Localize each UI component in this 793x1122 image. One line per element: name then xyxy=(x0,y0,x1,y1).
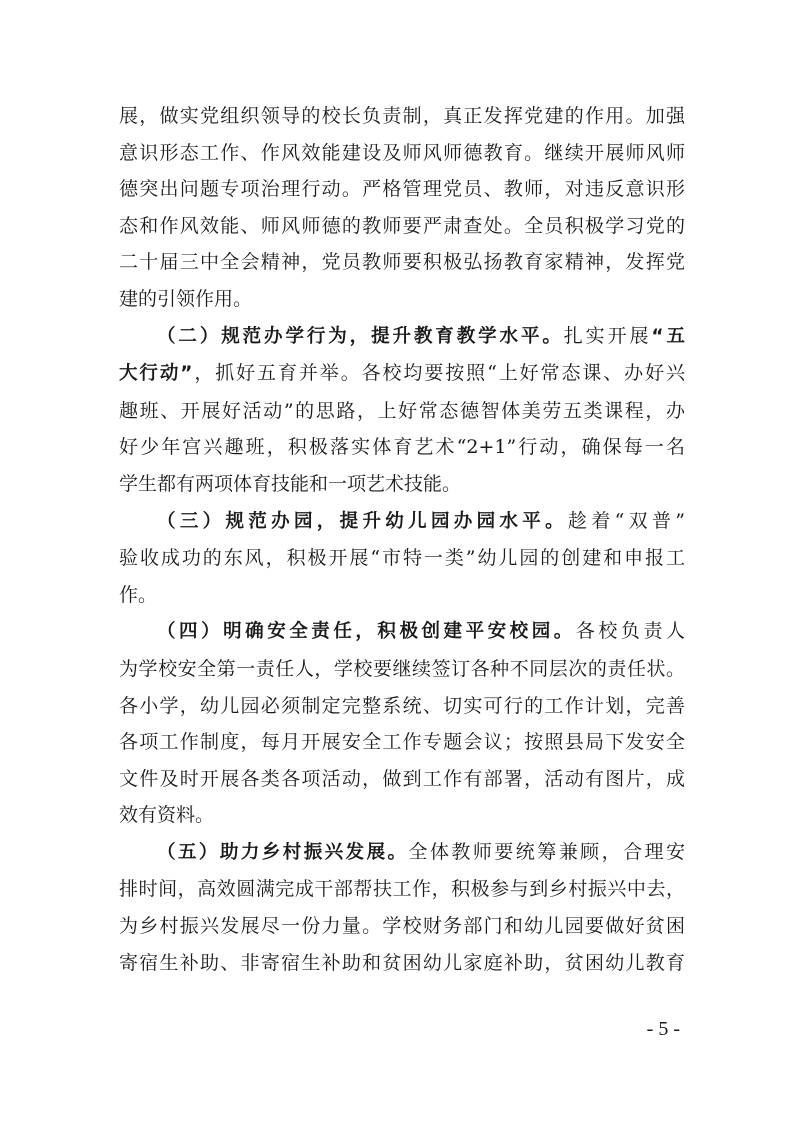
text-run: 趁着“双普” xyxy=(567,509,685,532)
text-run: 各校负责人 xyxy=(575,620,685,643)
paragraph-4 xyxy=(119,613,685,834)
paragraph-1 xyxy=(119,98,685,318)
text-run: ，抓好五育并举。各校均要按照“上好常态课、办好兴 xyxy=(192,362,685,385)
text-line: 学生都有两项体育技能和一项艺术技能。 xyxy=(119,472,462,495)
section-heading: （三）规范办园，提升幼儿园办园水平。 xyxy=(157,510,568,532)
page-number: - 5 - xyxy=(646,1018,680,1040)
text-line: 建的引领作用。 xyxy=(119,287,253,310)
text-run: 全体教师要统筹兼顾，合理安 xyxy=(408,840,685,863)
text-line: 验收成功的东风，积极开展“市特一类”幼儿园的创建和申报工 xyxy=(119,547,685,570)
paragraph-3 xyxy=(119,503,685,614)
text-line: 好少年宫兴趣班，积极落实体育艺术“2+1”行动，确保每一名 xyxy=(119,436,685,459)
paragraph-5 xyxy=(119,834,685,981)
text-line: 各小学，幼儿园必须制定完整系统、切实可行的工作计划，完善 xyxy=(119,694,685,717)
text-line: 各项工作制度，每月开展安全工作专题会议；按照县局下发安全 xyxy=(119,731,685,754)
paragraph-2 xyxy=(119,318,685,503)
text-line: 为学校安全第一责任人，学校要继续签订各种不同层次的责任状。 xyxy=(119,657,685,680)
text-line: 意识形态工作、作风效能建设及师风师德教育。继续开展师风师 xyxy=(119,141,685,164)
text-line xyxy=(119,613,685,651)
body-text xyxy=(119,98,685,981)
text-line: 效有资料。 xyxy=(119,804,215,827)
text-run-bold: “五 xyxy=(651,325,685,347)
text-line: 作。 xyxy=(119,583,158,606)
text-line: 态和作风效能、师风师德的教师要严肃查处。全员积极学习党的 xyxy=(119,214,685,237)
text-line xyxy=(119,503,685,541)
section-heading: （五）助力乡村振兴发展。 xyxy=(157,841,409,863)
text-line xyxy=(119,355,685,393)
text-line: 二十届三中全会精神，党员教师要积极弘扬教育家精神，发挥党 xyxy=(119,251,685,274)
text-line: 德突出问题专项治理行动。严格管理党员、教师，对违反意识形 xyxy=(119,178,685,201)
section-heading: （二）规范办学行为，提升教育教学水平。 xyxy=(157,325,564,347)
text-line: 为乡村振兴发展尽一份力量。学校财务部门和幼儿园要做好贫困 xyxy=(119,915,685,938)
text-line: 文件及时开展各类各项活动，做到工作有部署，活动有图片，成 xyxy=(119,767,685,790)
text-line: 寄宿生补助、非寄宿生补助和贫困幼儿家庭补助，贫困幼儿教育 xyxy=(119,951,685,974)
text-line: 展，做实党组织领导的校长负责制，真正发挥党建的作用。加强 xyxy=(119,105,685,127)
text-line xyxy=(119,318,685,356)
text-line: 趣班、开展好活动”的思路，上好常态德智体美劳五类课程，办 xyxy=(119,399,685,422)
text-run-bold: 大行动” xyxy=(119,363,193,385)
text-run: 扎实开展 xyxy=(563,324,652,347)
text-line xyxy=(119,834,685,872)
text-line: 排时间，高效圆满完成干部帮扶工作，积极参与到乡村振兴中去， xyxy=(119,878,685,901)
section-heading: （四）明确安全责任，积极创建平安校园。 xyxy=(157,621,576,643)
